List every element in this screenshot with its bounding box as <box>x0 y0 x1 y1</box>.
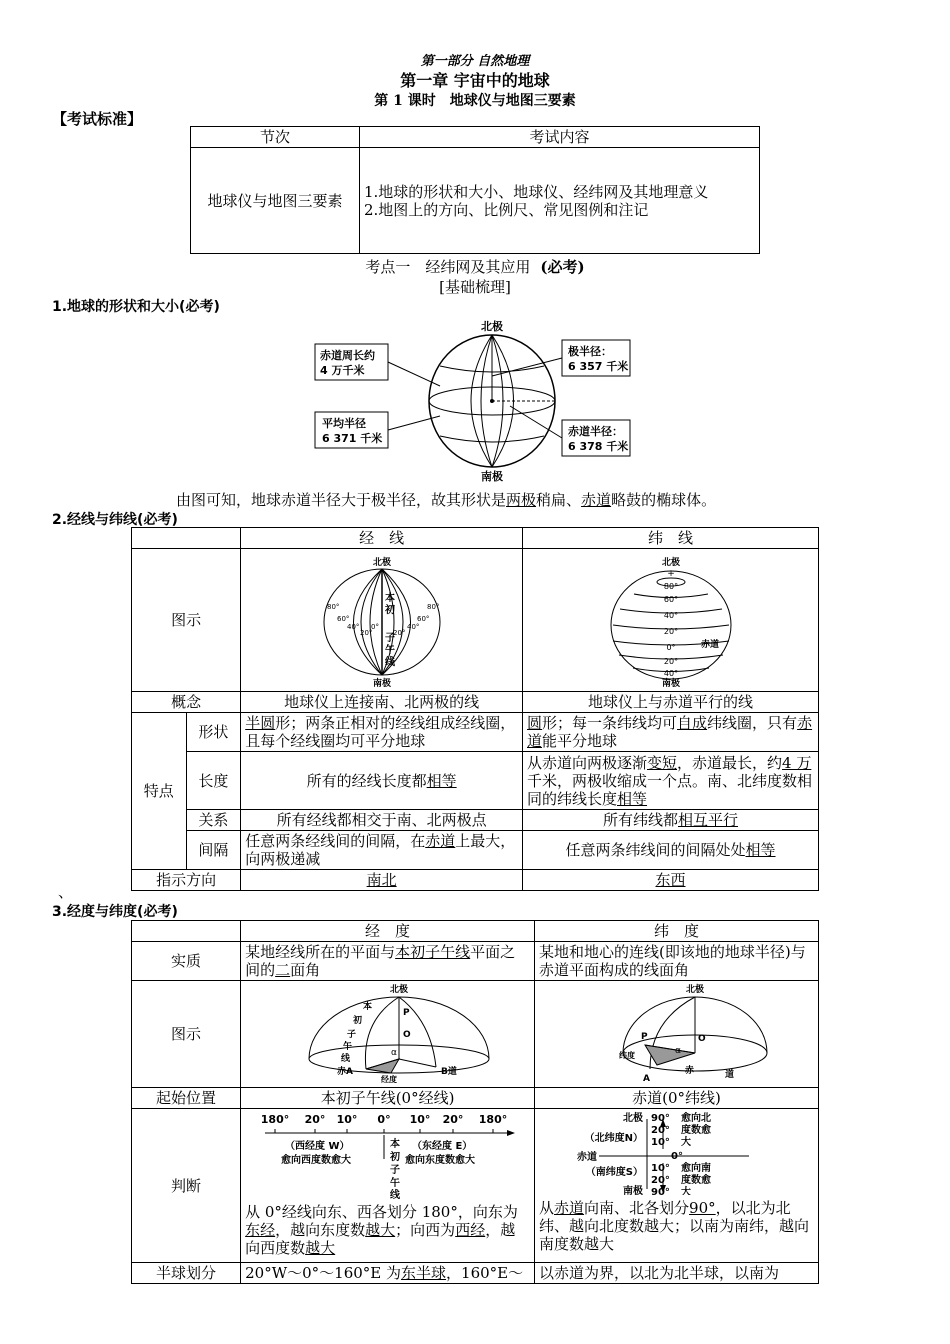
lat-n10: 10° <box>651 1137 670 1148</box>
jud-jing-e: ；向西为 <box>395 1221 456 1239</box>
lon-east2: 愈向东度数愈大 <box>405 1155 476 1166</box>
lat-dn3: 大 <box>681 1187 691 1195</box>
fig2l-a40r: 40° <box>407 623 420 631</box>
len-wei-a: 从赤道向两极逐渐 <box>527 753 648 772</box>
shape-wei-e: 赤道 <box>527 714 813 750</box>
gap-wei-b: 相等 <box>745 841 776 859</box>
fig1-eq-r-2: 6 378 千米 <box>568 440 629 453</box>
jud-wei-e: ，以北为北纬、越向北度数越大；以南为南纬，越向南度数越大 <box>539 1199 810 1253</box>
jud-jing-a: 从 0°经线向东、西各划分 180°，向东为 <box>245 1203 518 1221</box>
relation-jing: 所有经线都相交于南、北两极点 <box>241 810 523 831</box>
lat-s: （南纬度S） <box>585 1167 643 1178</box>
fig2l-m1: 本 <box>385 593 396 604</box>
latitude-figure <box>535 981 818 1083</box>
gap-jing-c: 上最大，向两极递减 <box>245 832 516 868</box>
fig2l-a60l: 60° <box>337 615 350 623</box>
ess-jing-e: 面角 <box>290 961 321 979</box>
fig1-mean-r-1: 平均半径 <box>322 417 366 430</box>
relation-label: 关系 <box>186 810 241 831</box>
earth-shape-figure <box>300 316 650 486</box>
gap-wei-a: 任意两条纬线间的间隔处处 <box>565 841 746 859</box>
relation-wei <box>523 810 819 831</box>
shape-wei-b: 形；每一条纬线均可 <box>542 714 678 732</box>
jud-jing-h: 越大 <box>305 1239 336 1257</box>
fig1-eq-circ-2: 4 万千米 <box>320 364 365 377</box>
fig1-south: 南极 <box>481 470 503 483</box>
gap-jing-a: 任意两条经线间的间隔，在 <box>245 832 426 850</box>
length-label: 长度 <box>186 752 241 810</box>
fig3r-deg: 纬度 <box>619 1051 635 1060</box>
len-wei-e: 千米，两极收缩成一个点。南、北纬度数相同的纬线长度 <box>527 771 813 808</box>
ess-jing-c: 平面之间的 <box>245 943 516 979</box>
fig1-eq-r-1: 赤道半径： <box>568 425 623 438</box>
jud-jing-c: ，越向东度数 <box>275 1221 366 1239</box>
lat-north: 北极 <box>623 1113 643 1124</box>
lon-t10r: 10° <box>409 1113 431 1126</box>
fig2l-m2: 初 <box>385 605 396 616</box>
len-jing-b: 相等 <box>426 771 457 790</box>
fig2r-north: 北极 <box>661 558 681 568</box>
meridian-parallel-table <box>131 527 819 891</box>
essence-lon <box>241 942 535 981</box>
corner-cell-3 <box>132 921 241 942</box>
lat-s10: 10° <box>651 1163 670 1174</box>
fig2r-l40: 40° <box>663 611 679 620</box>
start-lat: 赤道(0°纬线) <box>535 1088 819 1109</box>
ess-jing-a: 某地经线所在的平面与 <box>245 943 396 961</box>
lesson-title: 第 1 课时 地球仪与地图三要素 <box>374 93 576 109</box>
lon-t20l: 20° <box>304 1113 326 1126</box>
lat-figure-cell <box>535 981 819 1088</box>
fig3r-north: 北极 <box>685 985 705 995</box>
lat-up3: 大 <box>681 1137 691 1148</box>
fig2r-plus: + <box>667 569 675 579</box>
shape-wei <box>523 713 819 752</box>
len-wei-c: ，赤道最长，约 <box>677 753 783 772</box>
lat-n20: 20° <box>651 1125 670 1136</box>
gap-wei <box>523 831 819 870</box>
lon-west2: 愈向西度数愈大 <box>281 1155 352 1166</box>
lat-eq: 赤道 <box>577 1152 597 1163</box>
fig1-mean-r-2: 6 371 千米 <box>322 432 383 445</box>
hemi-label: 半球划分 <box>132 1263 241 1284</box>
shape-jing <box>241 713 523 752</box>
kaodian-tag: (必考) <box>540 258 585 276</box>
fig2r-eq: 赤道 <box>701 640 720 650</box>
meridian-figure <box>245 549 518 687</box>
hemi-jing-a: 20°W～0°～160°E 为 <box>245 1264 402 1282</box>
gap-label: 间隔 <box>186 831 241 870</box>
fig2r-south: 南极 <box>661 679 681 687</box>
fig3l-o: O <box>403 1030 411 1040</box>
fig2r-l80: 80° <box>663 582 679 591</box>
lon-lat-table <box>131 920 819 1284</box>
fig2l-a80l: 80° <box>327 603 340 611</box>
content-line-2: 2.地图上的方向、比例尺、常见图例和注记 <box>364 200 649 219</box>
longitude-scale-figure <box>245 1109 522 1199</box>
header-wei: 纬 线 <box>523 528 819 549</box>
fig3r-a: A <box>643 1074 650 1083</box>
fig2l-m5: 线 <box>385 657 396 668</box>
len-wei-d: 4 万 <box>782 753 812 772</box>
hemi-lon <box>241 1263 535 1284</box>
corner-cell <box>132 528 241 549</box>
fig3l-m5: 线 <box>341 1054 351 1064</box>
stray-mark: 、 <box>58 883 74 901</box>
hemi-jing-b: 东半球 <box>401 1264 447 1282</box>
direction-wei <box>523 870 819 891</box>
fig3l-b: B道 <box>441 1067 457 1077</box>
fig3l-m4: 午 <box>343 1042 353 1052</box>
start-label: 起始位置 <box>132 1088 241 1109</box>
jud-wei-c: 向南、北各划分 <box>584 1199 690 1217</box>
col-header-section: 节次 <box>191 127 360 148</box>
lon-t180r: 180° <box>478 1113 508 1126</box>
lat-n90: 90° <box>651 1113 670 1124</box>
jud-jing-b: 东经 <box>245 1221 276 1239</box>
jud-jing-f: 西经 <box>455 1221 486 1239</box>
fig3r-p: P <box>641 1032 648 1042</box>
lon-west: （西经度 W） <box>285 1141 350 1152</box>
fig3-label: 图示 <box>132 981 241 1088</box>
start-lon: 本初子午线(0°经线) <box>241 1088 535 1109</box>
fig1-eq-circ-1: 赤道周长约 <box>320 349 375 362</box>
header-lat: 纬 度 <box>535 921 819 942</box>
fig3l-deg: 经度 <box>381 1075 398 1083</box>
fig3l-a: 赤A <box>337 1067 354 1077</box>
lat-dn2: 度数愈 <box>681 1175 711 1186</box>
header-jing: 经 线 <box>241 528 523 549</box>
judge-lon-text <box>245 1203 530 1257</box>
meridian-figure-cell <box>241 549 523 692</box>
fig3l-m2: 初 <box>353 1016 363 1026</box>
fig2r-l60: 60° <box>663 595 679 604</box>
lon-m4: 午 <box>390 1178 401 1189</box>
lon-m2: 初 <box>390 1152 401 1163</box>
lon-m5: 线 <box>390 1190 401 1199</box>
hemi-jing-c: ，160°E～ <box>446 1264 524 1282</box>
fig2r-s20: 20° <box>663 657 679 666</box>
dir-jing-val: 南北 <box>366 871 397 889</box>
jud-jing-d: 越大 <box>365 1221 396 1239</box>
lat-s20: 20° <box>651 1175 670 1186</box>
jud-wei-b: 赤道 <box>554 1199 585 1217</box>
gap-jing-b: 赤道 <box>425 832 456 850</box>
fig3l-north: 北极 <box>390 985 409 995</box>
concept-label: 概念 <box>132 692 241 713</box>
shape-wei-f: 能平分地球 <box>542 732 618 750</box>
longitude-figure <box>241 981 528 1083</box>
length-wei <box>523 752 819 810</box>
fig1-polar-r-2: 6 357 千米 <box>568 360 629 373</box>
shape-wei-a: 圆 <box>527 714 543 732</box>
jud-wei-a: 从 <box>539 1199 555 1217</box>
lat-up2: 度数愈 <box>681 1125 711 1136</box>
kaodian-title <box>0 256 950 277</box>
fig2l-m4: 午 <box>385 645 396 656</box>
lat-dn1: 愈向南 <box>681 1163 711 1174</box>
kaodian-text: 考点一 经纬网及其应用 <box>365 258 531 276</box>
fig2l-a20l: 20° <box>360 629 373 637</box>
header-lon: 经 度 <box>241 921 535 942</box>
shape-jing-a: 半圆 <box>245 714 276 732</box>
fig2l-a80r: 80° <box>427 603 440 611</box>
hemi-lat: 以赤道为界，以北为北半球，以南为 <box>535 1263 819 1284</box>
judge-lon <box>241 1109 535 1263</box>
len-jing-a: 所有的经线长度都 <box>306 771 427 790</box>
parallel-figure-cell <box>523 549 819 692</box>
ess-jing-b: 本初子午线 <box>395 943 471 961</box>
fig-label: 图示 <box>132 549 241 692</box>
len-wei-f: 相等 <box>617 789 648 808</box>
len-wei-b: 变短 <box>647 753 678 772</box>
fig3r-dao: 道 <box>725 1070 735 1080</box>
judge-lat <box>535 1109 819 1263</box>
lon-t0: 0° <box>377 1113 391 1126</box>
kaodian-sub: [基础梳理] <box>439 278 511 296</box>
judge-lat-text <box>539 1199 814 1253</box>
fig3l-alpha: α <box>391 1048 398 1058</box>
lon-m3: 子 <box>390 1165 401 1176</box>
concept-wei: 地球仪上与赤道平行的线 <box>523 692 819 713</box>
section1-text <box>176 489 716 510</box>
fig2r-l20: 20° <box>663 627 679 636</box>
concept-jing: 地球仪上连接南、北两极的线 <box>241 692 523 713</box>
fig2l-a0: 0° <box>371 623 380 631</box>
standard-label: 【考试标准】 <box>52 110 143 128</box>
lon-t20r: 20° <box>442 1113 464 1126</box>
col-header-content: 考试内容 <box>360 127 760 148</box>
section3-title: 3.经度与纬度(必考) <box>52 904 178 920</box>
shape-label: 形状 <box>186 713 241 752</box>
fig2l-north: 北极 <box>373 558 392 568</box>
shape-wei-d: 纬线圈，只有 <box>707 714 798 732</box>
lon-t10l: 10° <box>336 1113 358 1126</box>
lat-s90: 90° <box>651 1187 670 1195</box>
fig2r-l0: 0° <box>666 643 676 652</box>
parallel-figure <box>523 549 818 687</box>
s1-text-c: 稍扁、 <box>536 491 582 509</box>
lat-n: （北纬度N） <box>584 1133 643 1144</box>
fig1-polar-r-1: 极半径： <box>568 345 612 358</box>
direction-label: 指示方向 <box>132 870 241 891</box>
section1-title: 1.地球的形状和大小(必考) <box>52 299 220 315</box>
lat-z: 0° <box>671 1151 683 1162</box>
jud-jing-g: ，越向西度数 <box>245 1221 516 1257</box>
ess-jing-d: 二 <box>275 961 291 979</box>
content-line-1: 1.地球的形状和大小、地球仪、经纬网及其地理意义 <box>364 182 709 201</box>
part-title: 第一部分 自然地理 <box>420 54 530 69</box>
judge-label: 判断 <box>132 1109 241 1263</box>
fig2l-a20r: 20° <box>393 629 406 637</box>
fig3r-o: O <box>698 1034 706 1044</box>
fig2l-a60r: 60° <box>417 615 430 623</box>
shape-jing-b: 形；两条正相对的经线组成经线圈，且每个经线圈均可平分地球 <box>245 714 516 750</box>
s1-text-e: 略鼓的椭球体。 <box>611 491 717 509</box>
fig2l-m3: 子 <box>385 633 396 644</box>
lon-m1: 本 <box>390 1139 401 1150</box>
direction-jing <box>241 870 523 891</box>
section2-title: 2.经线与纬线(必考) <box>52 512 178 528</box>
fig3l-m3: 子 <box>347 1030 357 1040</box>
s1-text-d: 赤道 <box>581 491 612 509</box>
standard-table <box>190 126 760 254</box>
fig2l-south: 南极 <box>373 679 392 687</box>
section-cell: 地球仪与地图三要素 <box>191 148 360 254</box>
lat-up1: 愈向北 <box>681 1113 711 1124</box>
lon-east: （东经度 E） <box>412 1141 473 1152</box>
chapter-title: 第一章 宇宙中的地球 <box>400 71 550 90</box>
fig3r-alpha: α <box>675 1046 681 1056</box>
rel-wei-a: 所有纬线都 <box>602 811 678 829</box>
jud-wei-d: 90° <box>689 1199 716 1217</box>
fig2r-s40: 40° <box>663 669 679 678</box>
lon-t180l: 180° <box>260 1113 290 1126</box>
lat-south: 南极 <box>623 1186 643 1195</box>
fig3r-chi: 赤 <box>685 1066 695 1076</box>
fig3l-m1: 本 <box>363 1002 373 1012</box>
fig1-north: 北极 <box>481 320 503 333</box>
shape-wei-c: 自成 <box>677 714 708 732</box>
fig3l-p: P <box>403 1008 410 1018</box>
lon-figure-cell <box>241 981 535 1088</box>
feature-label: 特点 <box>132 713 187 870</box>
latitude-scale-figure <box>539 1109 813 1195</box>
s1-text-a: 由图可知，地球赤道半径大于极半径，故其形状是 <box>176 491 507 509</box>
content-cell <box>360 148 760 254</box>
gap-jing <box>241 831 523 870</box>
s1-text-b: 两极 <box>506 491 537 509</box>
rel-wei-b: 相互平行 <box>678 811 739 829</box>
essence-label: 实质 <box>132 942 241 981</box>
length-jing <box>241 752 523 810</box>
dir-wei-val: 东西 <box>655 871 686 889</box>
essence-lat: 某地和地心的连线(即该地的地球半径)与赤道平面构成的线面角 <box>535 942 819 981</box>
fig2l-a40l: 40° <box>347 623 360 631</box>
